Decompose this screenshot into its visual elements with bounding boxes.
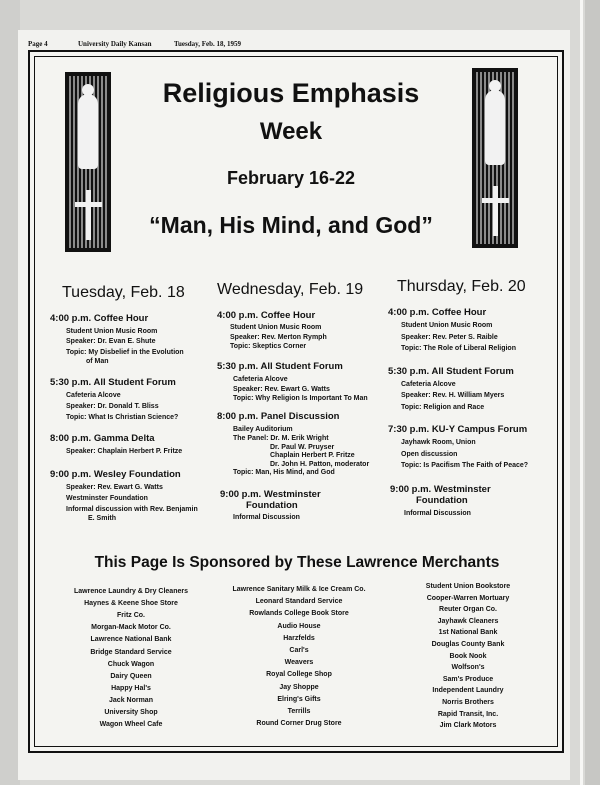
event-title: 5:30 p.m. All Student Forum	[50, 377, 176, 388]
event-line: Speaker: Rev. Ewart G. Watts	[233, 386, 330, 393]
event-line: Speaker: Dr. Donald T. Bliss	[66, 403, 159, 410]
event-line: Dr. Paul W. Pruyser	[270, 444, 335, 451]
merchant-name: Carl's	[289, 647, 309, 654]
event-title-continued: Foundation	[416, 495, 468, 506]
event-line: Informal discussion with Rev. Benjamin	[66, 506, 198, 513]
theme-title: “Man, His Mind, and God”	[149, 212, 433, 238]
merchant-name: Jim Clark Motors	[439, 722, 497, 730]
merchant-name: Haynes & Keene Shoe Store	[84, 600, 178, 608]
event-line: Student Union Music Room	[230, 324, 322, 331]
event-title: 4:00 p.m. Coffee Hour	[50, 313, 149, 324]
event-title: 5:30 p.m. All Student Forum	[388, 366, 514, 377]
day-heading-thursday: Thursday, Feb. 20	[397, 278, 526, 295]
event-title: 9:00 p.m. Wesley Foundation	[50, 469, 181, 480]
merchant-name: Norris Brothers	[442, 699, 494, 706]
merchant-name: Jayhawk Cleaners	[437, 617, 499, 625]
event-line: Topic: What Is Christian Science?	[66, 414, 179, 421]
merchant-name: University Shop	[104, 709, 158, 716]
event-line: Speaker: Rev. Ewart G. Watts	[66, 484, 163, 491]
merchant-name: Douglas County Bank	[431, 641, 505, 648]
event-line: Topic: Skeptics Corner	[230, 343, 307, 350]
event-line: Topic: The Role of Liberal Religion	[401, 345, 516, 352]
event-line: Speaker: Dr. Evan E. Shute	[66, 338, 156, 345]
event-dates: February 16-22	[226, 168, 356, 188]
merchant-name: 1st National Bank	[438, 629, 498, 637]
merchant-name: Happy Hal's	[111, 684, 151, 692]
event-line: Informal Discussion	[404, 510, 471, 517]
event-line: Student Union Music Room	[66, 328, 158, 335]
merchant-name: Fritz Co.	[117, 612, 145, 620]
event-line: Speaker: Rev. H. William Myers	[401, 392, 505, 399]
event-line: Topic: Is Pacifism The Faith of Peace?	[401, 462, 529, 469]
merchant-name: Morgan-Mack Motor Co.	[91, 624, 171, 632]
event-title: 4:00 p.m. Coffee Hour	[217, 310, 316, 321]
merchant-name: Student Union Bookstore	[425, 583, 511, 590]
event-line: Westminster Foundation	[66, 495, 148, 502]
issue-date: Tuesday, Feb. 18, 1959	[174, 40, 242, 48]
merchant-name: Jack Norman	[109, 696, 153, 704]
event-line: Topic: Man, His Mind, and God	[233, 469, 335, 476]
merchant-name: Jay Shoppe	[279, 683, 319, 691]
event-line: Dr. John H. Patton, moderator	[270, 461, 370, 468]
merchant-name: Round Corner Drug Store	[256, 720, 342, 728]
merchant-name: Lawrence National Bank	[90, 636, 172, 644]
event-line: Cafeteria Alcove	[401, 381, 456, 388]
day-heading-wednesday: Wednesday, Feb. 19	[217, 281, 364, 298]
event-line: Speaker: Rev. Peter S. Raible	[401, 334, 498, 341]
merchant-name: Harzfelds	[283, 634, 315, 642]
event-line: Topic: My Disbelief in the Evolution	[66, 349, 184, 356]
merchant-name: Book Nook	[449, 652, 487, 660]
event-line: Topic: Why Religion Is Important To Man	[233, 395, 368, 402]
page-number: Page 4	[28, 40, 48, 48]
merchant-name: Lawrence Laundry & Dry Cleaners	[74, 588, 188, 595]
event-title: 9:00 p.m. Westminster	[390, 484, 491, 495]
merchant-name: Weavers	[284, 659, 314, 667]
event-line: The Panel: Dr. M. Erik Wright	[233, 435, 329, 442]
merchant-name: Audio House	[277, 622, 321, 630]
event-line: Topic: Religion and Race	[401, 404, 485, 411]
event-line: E. Smith	[88, 515, 117, 522]
merchant-name: Rapid Transit, Inc.	[437, 710, 499, 718]
merchant-name: Independent Laundry	[432, 687, 504, 695]
event-title: 7:30 p.m. KU-Y Campus Forum	[388, 424, 528, 435]
merchant-name: Bridge Standard Service	[90, 648, 172, 656]
merchant-name: Terrills	[287, 708, 311, 715]
merchant-name: Dairy Queen	[110, 672, 152, 680]
merchant-name: Elring's Gifts	[277, 695, 321, 703]
merchant-name: Sam's Produce	[442, 675, 494, 683]
sponsor-heading: This Page Is Sponsored by These Lawrence Merchants	[94, 554, 500, 571]
merchant-name: Cooper-Warren Mortuary	[426, 594, 510, 602]
event-line: Speaker: Rev. Merton Rymph	[230, 334, 327, 341]
newspaper-name: University Daily Kansan	[78, 40, 152, 48]
event-line: Jayhawk Room, Union	[401, 439, 476, 446]
event-line: Speaker: Chaplain Herbert P. Fritze	[66, 448, 183, 455]
event-title: 5:30 p.m. All Student Forum	[217, 361, 343, 372]
merchant-name: Lawrence Sanitary Milk & Ice Cream Co.	[232, 586, 366, 593]
merchant-name: Leonard Standard Service	[255, 598, 343, 606]
event-line: Student Union Music Room	[401, 322, 493, 329]
title-line-2: Week	[259, 118, 323, 145]
event-title: 8:00 p.m. Gamma Delta	[50, 433, 155, 444]
event-line: Cafeteria Alcove	[66, 392, 121, 399]
event-line: Cafeteria Alcove	[233, 376, 288, 383]
event-title: 4:00 p.m. Coffee Hour	[388, 307, 487, 318]
event-line: Chaplain Herbert P. Fritze	[270, 452, 355, 459]
event-line: Informal Discussion	[233, 514, 300, 521]
event-line: Bailey Auditorium	[233, 426, 293, 433]
merchant-name: Wagon Wheel Cafe	[99, 721, 163, 729]
merchant-name: Chuck Wagon	[107, 660, 155, 668]
event-title: 9:00 p.m. Westminster	[220, 489, 321, 500]
event-title: 8:00 p.m. Panel Discussion	[217, 411, 340, 422]
merchant-name: Reuter Organ Co.	[439, 606, 497, 614]
day-heading-tuesday: Tuesday, Feb. 18	[62, 284, 185, 301]
merchant-name: Wolfson's	[451, 664, 485, 672]
event-line: Open discussion	[401, 451, 458, 458]
merchant-name: Rowlands College Book Store	[249, 610, 349, 618]
event-line: of Man	[86, 358, 109, 365]
event-title-continued: Foundation	[246, 500, 298, 511]
title-line-1: Religious Emphasis	[162, 78, 420, 108]
merchant-name: Royal College Shop	[266, 671, 332, 679]
